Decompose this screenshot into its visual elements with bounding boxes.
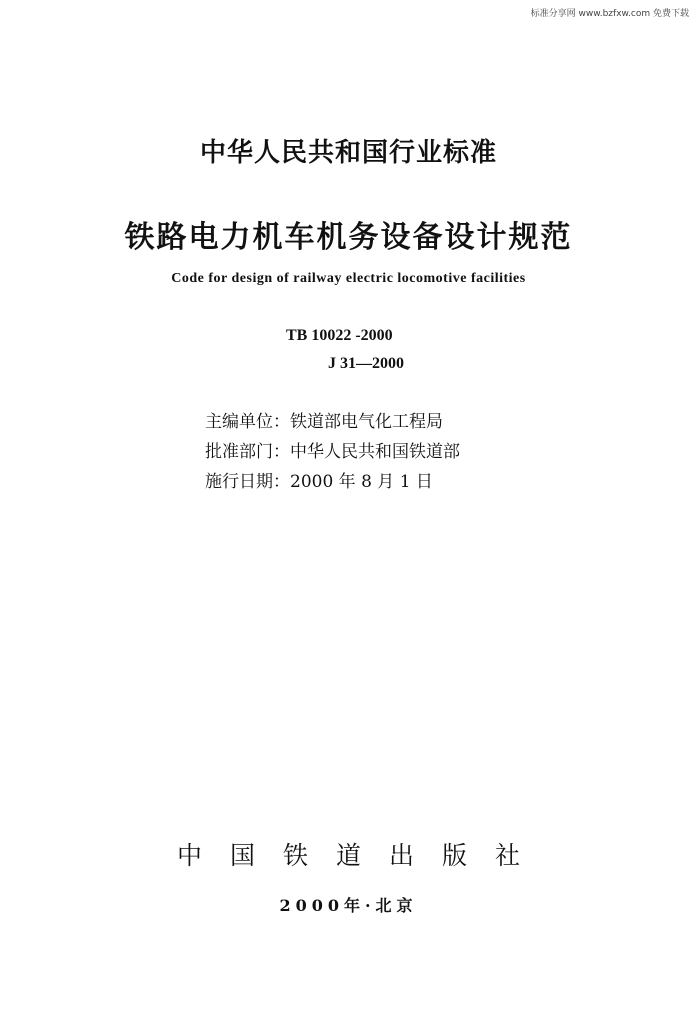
standard-category: 中华人民共和国行业标准: [199, 138, 497, 168]
standard-code-j: J 31—2000: [328, 355, 404, 372]
publisher-name: 中国铁道出版社: [176, 841, 548, 870]
standard-title-english: Code for design of railway electric locomotive facilities: [171, 271, 526, 286]
info-block: [205, 407, 545, 497]
publication-date: 2000年·北京: [279, 896, 418, 915]
info-approval-dept: 批准部门：中华人民共和国铁道部: [205, 442, 460, 462]
info-effective-date: 施行日期：2000 年 8 月 1 日: [205, 472, 433, 492]
info-chief-editor: 主编单位：铁道部电气化工程局: [205, 412, 443, 432]
standard-title: 铁路电力机车机务设备设计规范: [124, 220, 573, 255]
standard-code-tb: TB 10022 -2000: [286, 327, 393, 344]
watermark-text: 标准分享网 www.bzfxw.com 免费下载: [530, 9, 689, 19]
